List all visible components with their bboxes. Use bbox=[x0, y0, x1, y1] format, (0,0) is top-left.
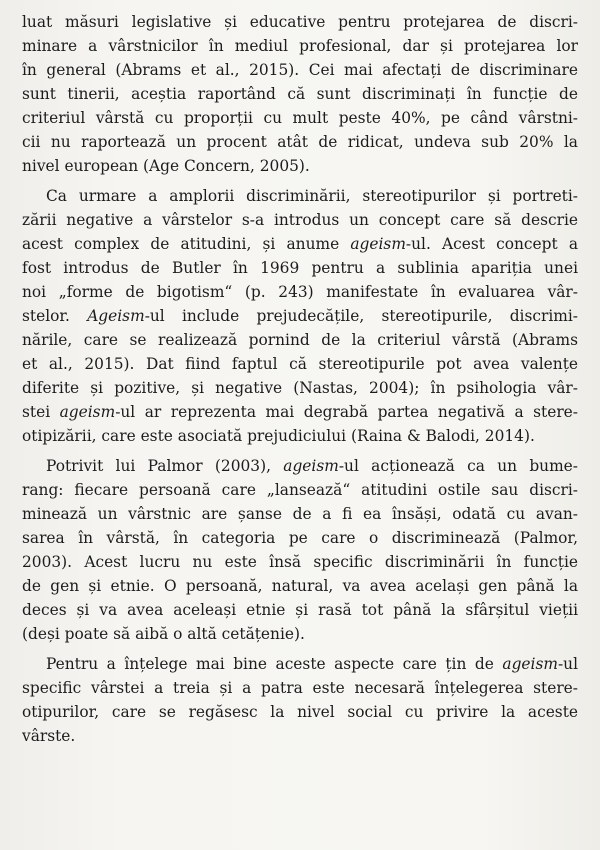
text-line: (deși poate să aibă o altă cetățenie). bbox=[22, 625, 305, 643]
text-line: nările, care se realizează pornind de la criteriul vârstă (Abrams bbox=[22, 331, 578, 349]
text-line: criteriul vârstă cu proporții cu mult peste 40%, pe când vârstni- bbox=[22, 109, 578, 127]
text-line: sunt tinerii, aceștia raportând că sunt discriminați în funcție de bbox=[22, 85, 578, 103]
text-line: Pentru a înțelege mai bine aceste aspecte care țin de ageism-ul bbox=[46, 655, 578, 673]
text-line: în general (Abrams et al., 2015). Cei mai afectați de discriminare bbox=[22, 61, 578, 79]
text-line: de gen și etnie. O persoană, natural, va avea același gen până la bbox=[22, 577, 578, 595]
text-line: nivel european (Age Concern, 2005). bbox=[22, 157, 310, 175]
text-line: et al., 2015). Dat fiind faptul că stereotipurile pot avea valențe bbox=[22, 355, 578, 373]
text-line: noi „forme de bigotism“ (p. 243) manifestate în evaluarea vâr- bbox=[22, 283, 578, 301]
text-line: otipizării, care este asociată prejudiciului (Raina & Balodi, 2014). bbox=[22, 427, 535, 445]
text-line: acest complex de atitudini, și anume ageism-ul. Acest concept a bbox=[22, 235, 578, 253]
text-line: 2003). Acest lucru nu este însă specific discriminării în funcție bbox=[22, 553, 578, 571]
text-line: Potrivit lui Palmor (2003), ageism-ul acționează ca un bume- bbox=[46, 457, 578, 475]
text-line: sarea în vârstă, în categoria pe care o discriminează (Palmor, bbox=[22, 529, 578, 547]
text-line: luat măsuri legislative și educative pentru protejarea de discri- bbox=[22, 13, 578, 31]
body-text bbox=[22, 10, 578, 748]
italic-term: ageism bbox=[350, 235, 406, 253]
text-line: rang: fiecare persoană care „lansează“ atitudini ostile sau discri- bbox=[22, 481, 578, 499]
text-line: Ca urmare a amplorii discriminării, stereotipurilor și portreti- bbox=[46, 187, 578, 205]
text-line: stei ageism-ul ar reprezenta mai degrabă partea negativă a stere- bbox=[22, 403, 578, 421]
text-line: diferite și pozitive, și negative (Nastas, 2004); în psihologia vâr- bbox=[22, 379, 578, 397]
paragraph bbox=[22, 454, 578, 646]
text-line: minează un vârstnic are șanse de a fi ea însăși, odată cu avan- bbox=[22, 505, 578, 523]
paragraph bbox=[22, 652, 578, 748]
text-line: minare a vârstnicilor în mediul profesional, dar și protejarea lor bbox=[22, 37, 578, 55]
text-line: otipurilor, care se regăsesc la nivel social cu privire la aceste bbox=[22, 703, 578, 721]
text-line: cii nu raportează un procent atât de ridicat, undeva sub 20% la bbox=[22, 133, 578, 151]
text-line: stelor. Ageism-ul include prejudecățile, stereotipurile, discrimi- bbox=[22, 307, 578, 325]
italic-term: ageism bbox=[502, 655, 558, 673]
italic-term: ageism bbox=[59, 403, 116, 421]
italic-term: ageism bbox=[283, 457, 339, 475]
text-line: fost introdus de Butler în 1969 pentru a sublinia apariția unei bbox=[22, 259, 578, 277]
text-line: zării negative a vârstelor s-a introdus un concept care să descrie bbox=[22, 211, 578, 229]
text-line: deces și va avea aceleași etnie și rasă tot până la sfârșitul vieții bbox=[22, 601, 578, 619]
paragraph bbox=[22, 10, 578, 178]
italic-term: Ageism bbox=[87, 307, 145, 325]
text-line: specific vârstei a treia și a patra este necesară înțelegerea stere- bbox=[22, 679, 578, 697]
paragraph bbox=[22, 184, 578, 448]
text-line: vârste. bbox=[22, 727, 76, 745]
